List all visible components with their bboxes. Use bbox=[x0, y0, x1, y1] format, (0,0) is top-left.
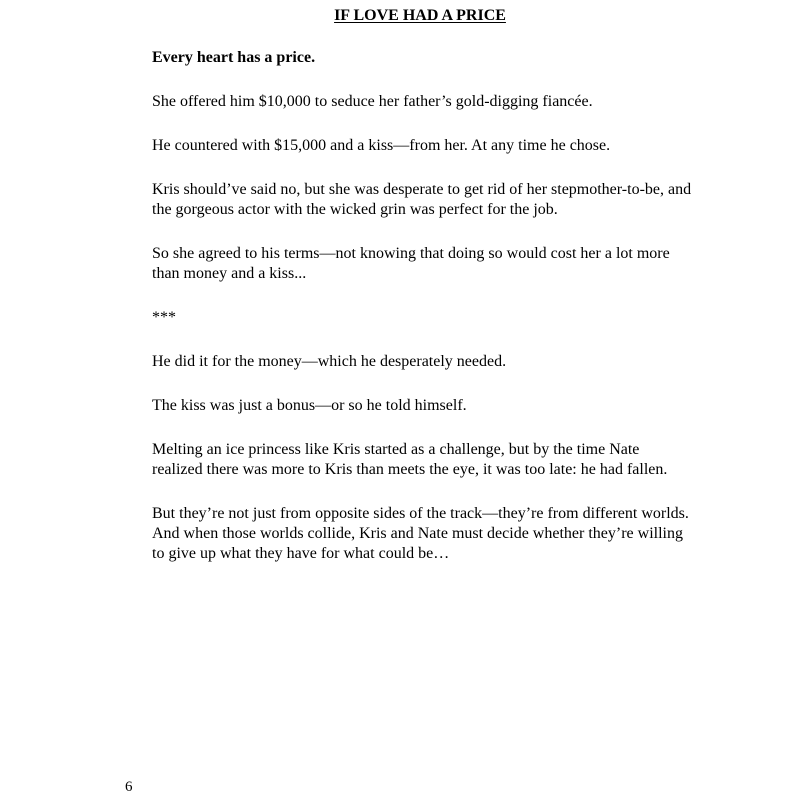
blurb-body bbox=[152, 48, 692, 588]
paragraph: He countered with $15,000 and a kiss—from her. At any time he chose. bbox=[152, 137, 611, 154]
paragraph: He did it for the money—which he desperately needed. bbox=[152, 353, 507, 370]
page-number: 6 bbox=[125, 779, 133, 795]
paragraph: But they’re not just from opposite sides of the track—they’re from different worlds. And when those worlds collide, Kris and Nate must decide whether they’re willing to give up what they have for what could be… bbox=[152, 505, 689, 562]
page-title: IF LOVE HAD A PRICE bbox=[334, 7, 506, 24]
paragraph: Kris should’ve said no, but she was desperate to get rid of her stepmother-to-be, and the gorgeous actor with the wicked grin was perfect for the job. bbox=[152, 181, 692, 218]
paragraph: So she agreed to his terms—not knowing that doing so would cost her a lot more than money and a kiss... bbox=[152, 245, 670, 282]
paragraph: She offered him $10,000 to seduce her father’s gold-digging fiancée. bbox=[152, 93, 593, 110]
paragraph: Melting an ice princess like Kris started as a challenge, but by the time Nate realized there was more to Kris than meets the eye, it was too late: he had fallen. bbox=[152, 441, 668, 478]
section-separator: *** bbox=[152, 309, 176, 326]
tagline: Every heart has a price. bbox=[152, 49, 316, 66]
paragraph: The kiss was just a bonus—or so he told himself. bbox=[152, 397, 467, 414]
